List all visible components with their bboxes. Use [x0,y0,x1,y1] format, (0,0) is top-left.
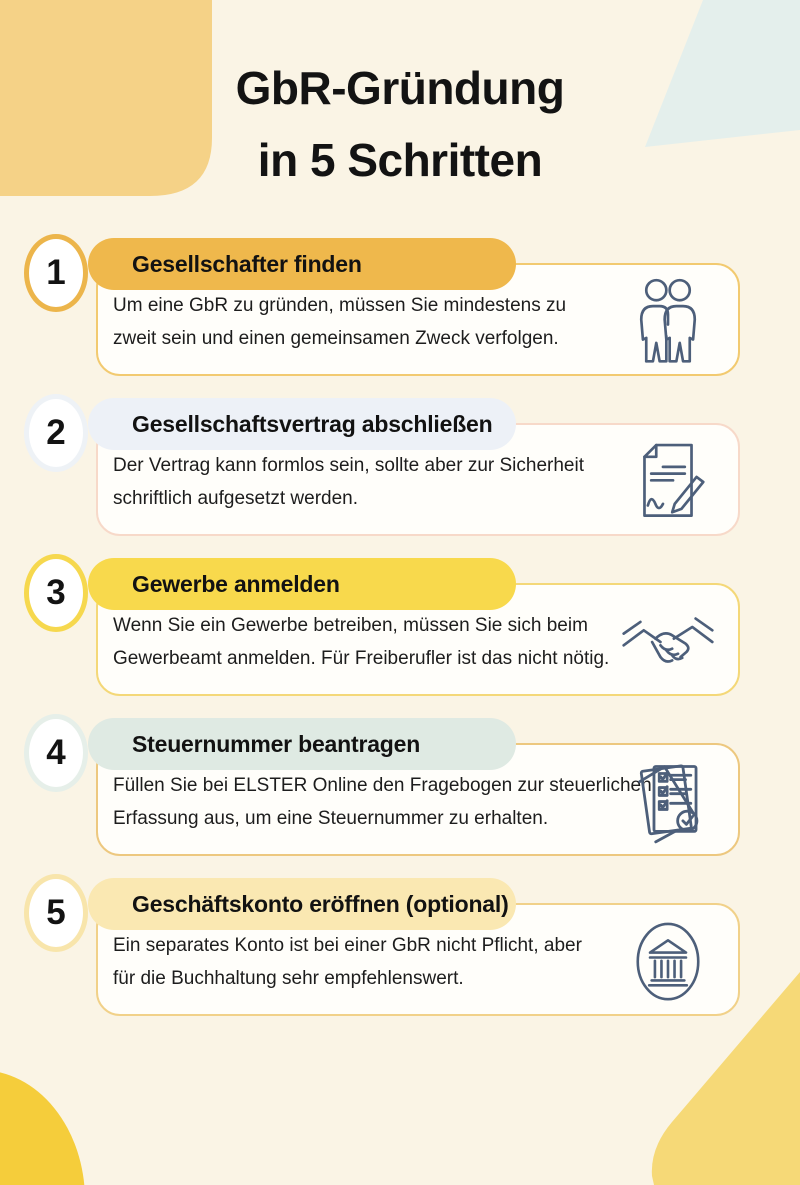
step-2-description [113,449,584,515]
step-5-number-badge [24,874,88,952]
step-4-number: 4 [46,733,66,772]
step-2 [24,394,776,536]
step-2-heading-pill [88,398,516,450]
step-5-description-line-2: für die Buchhaltung sehr empfehlenswert. [113,968,464,989]
step-4-heading: Steuernummer beantragen [132,730,421,757]
step-3-heading-pill [88,558,516,610]
step-3-number-badge [24,554,88,632]
step-3-description [113,609,609,675]
step-5-description-line-1: Ein separates Konto ist bei einer GbR nicht Pflicht, aber [113,935,582,956]
step-4-heading-pill [88,718,516,770]
page-title [0,52,800,196]
step-5-heading-pill [88,878,516,930]
step-4-description [113,769,652,835]
step-4 [24,714,776,856]
step-4-description-line-2: Erfassung aus, um eine Steuernummer zu erhalten. [113,808,549,829]
step-2-heading: Gesellschaftsvertrag abschließen [132,410,493,437]
step-1-description [113,289,566,355]
step-5-description [113,929,582,995]
bank-icon [622,905,714,1018]
step-1 [24,234,776,376]
step-5 [24,874,776,1016]
step-2-number-badge [24,394,88,472]
step-1-number-badge [24,234,88,312]
tax-forms-icon [622,745,714,858]
step-1-number: 1 [46,253,66,292]
step-5-number: 5 [46,893,66,932]
handshake-icon [622,585,714,698]
contract-signing-icon [622,425,714,538]
step-1-heading: Gesellschafter finden [132,250,362,277]
step-3-description-line-1: Wenn Sie ein Gewerbe betreiben, müssen Sie sich beim [113,615,588,636]
steps-list [24,234,776,1034]
step-5-heading: Geschäftskonto eröffnen (optional) [132,890,509,917]
step-3-description-line-2: Gewerbeamt anmelden. Für Freiberufler ist das nicht nötig. [113,648,610,669]
step-1-heading-pill [88,238,516,290]
step-2-description-line-1: Der Vertrag kann formlos sein, sollte aber zur Sicherheit [113,455,584,476]
page-title-line-1: GbR-Gründung [235,62,565,114]
step-2-number: 2 [46,413,66,452]
step-3-heading: Gewerbe anmelden [132,570,340,597]
step-1-description-line-1: Um eine GbR zu gründen, müssen Sie mindestens zu [113,295,567,316]
step-2-description-line-2: schriftlich aufgesetzt werden. [113,488,359,509]
step-1-description-line-2: zweit sein und einen gemeinsamen Zweck verfolgen. [113,328,559,349]
step-3 [24,554,776,696]
step-4-number-badge [24,714,88,792]
two-partners-icon [622,265,714,378]
page-title-line-2: in 5 Schritten [257,134,543,186]
step-4-description-line-1: Füllen Sie bei ELSTER Online den Fragebogen zur steuerlichen [113,775,652,796]
step-3-number: 3 [46,573,66,612]
